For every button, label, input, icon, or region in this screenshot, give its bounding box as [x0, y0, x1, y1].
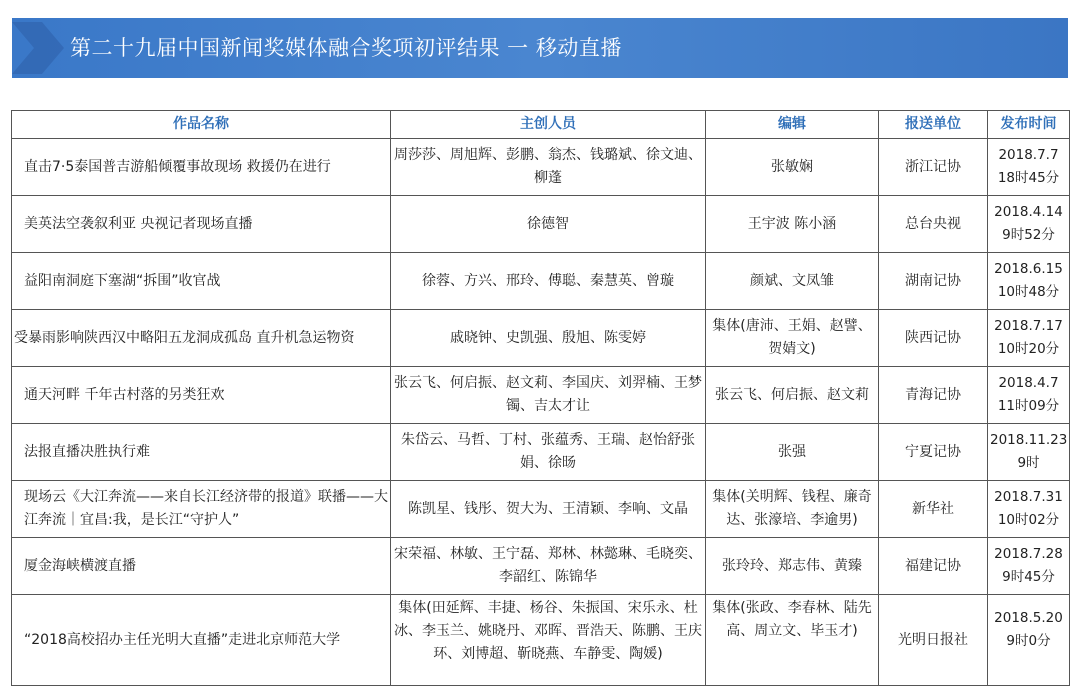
submitting-unit: 湖南记协 — [879, 253, 988, 310]
publish-time — [988, 424, 1070, 481]
publish-time — [988, 538, 1070, 595]
table-row — [12, 139, 1070, 196]
publish-date: 2018.7.28 — [994, 546, 1063, 562]
publish-date: 2018.7.7 — [998, 147, 1059, 163]
publish-time — [988, 595, 1070, 686]
creators: 周莎莎、周旭辉、彭鹏、翁杰、钱璐斌、徐文迪、柳蓬 — [391, 139, 706, 196]
table-row — [12, 595, 1070, 686]
work-name: 现场云《大江奔流——来自长江经济带的报道》联播——大江奔流｜宜昌:我，是长江“守护人” — [12, 481, 391, 538]
publish-time — [988, 367, 1070, 424]
work-name: 美英法空袭叙利亚 央视记者现场直播 — [12, 196, 391, 253]
editor: 张敏娴 — [706, 139, 879, 196]
publish-date: 2018.5.20 — [994, 610, 1063, 626]
results-table — [11, 110, 1070, 686]
editor: 王宇波 陈小涵 — [706, 196, 879, 253]
creators: 宋荣福、林敏、王宁磊、郑林、林懿琳、毛晓奕、李韶红、陈锦华 — [391, 538, 706, 595]
work-name: 通天河畔 千年古村落的另类狂欢 — [12, 367, 391, 424]
creators: 集体(田延辉、丰捷、杨谷、朱振国、宋乐永、杜冰、李玉兰、姚晓丹、邓晖、晋浩天、陈鹏、王庆环、刘博超、靳晓燕、车静雯、陶媛) — [391, 595, 706, 686]
publish-time — [988, 139, 1070, 196]
column-header-date: 发布时间 — [988, 111, 1070, 139]
publish-clock: 9时 — [1017, 455, 1040, 471]
page-title: 第二十九届中国新闻奖媒体融合奖项初评结果 一 移动直播 — [70, 36, 622, 60]
creators: 徐德智 — [391, 196, 706, 253]
submitting-unit: 总台央视 — [879, 196, 988, 253]
publish-clock: 9时52分 — [1002, 227, 1055, 243]
table-row — [12, 253, 1070, 310]
table-row — [12, 310, 1070, 367]
publish-clock: 10时02分 — [997, 512, 1060, 528]
submitting-unit: 光明日报社 — [879, 595, 988, 686]
editor: 颜斌、文凤雏 — [706, 253, 879, 310]
work-name: 直击7·5泰国普吉游船倾覆事故现场 救援仍在进行 — [12, 139, 391, 196]
creators: 朱岱云、马哲、丁村、张蕴秀、王瑞、赵怡舒张娟、徐旸 — [391, 424, 706, 481]
editor: 张强 — [706, 424, 879, 481]
publish-time — [988, 310, 1070, 367]
publish-date: 2018.6.15 — [994, 261, 1063, 277]
chevron-right-icon — [8, 18, 68, 78]
work-name: 受暴雨影响陕西汉中略阳五龙洞成孤岛 直升机急运物资 — [12, 310, 391, 367]
column-header-unit: 报送单位 — [879, 111, 988, 139]
publish-date: 2018.4.7 — [998, 375, 1059, 391]
column-header-name: 作品名称 — [12, 111, 391, 139]
work-name: 益阳南洞庭下塞湖“拆围”收官战 — [12, 253, 391, 310]
editor: 集体(唐沛、王娟、赵譬、贺婧文) — [706, 310, 879, 367]
table-header-row — [12, 111, 1070, 139]
column-header-editor: 编辑 — [706, 111, 879, 139]
publish-date: 2018.4.14 — [994, 204, 1063, 220]
publish-date: 2018.11.23 — [990, 432, 1068, 448]
creators: 徐蓉、方兴、邢玲、傅聪、秦慧英、曾璇 — [391, 253, 706, 310]
submitting-unit: 浙江记协 — [879, 139, 988, 196]
work-name: “2018高校招办主任光明大直播”走进北京师范大学 — [12, 595, 391, 686]
publish-time — [988, 481, 1070, 538]
publish-date: 2018.7.17 — [994, 318, 1063, 334]
publish-clock: 10时20分 — [997, 341, 1060, 357]
table-row — [12, 538, 1070, 595]
publish-date: 2018.7.31 — [994, 489, 1063, 505]
submitting-unit: 福建记协 — [879, 538, 988, 595]
editor: 集体(关明辉、钱程、廉奇达、张濠培、李逾男) — [706, 481, 879, 538]
column-header-creators: 主创人员 — [391, 111, 706, 139]
editor: 集体(张政、李春林、陆先高、周立文、毕玉才) — [706, 595, 879, 686]
submitting-unit: 青海记协 — [879, 367, 988, 424]
editor: 张玲玲、郑志伟、黄臻 — [706, 538, 879, 595]
publish-time — [988, 253, 1070, 310]
title-banner — [12, 18, 1068, 78]
work-name: 法报直播决胜执行难 — [12, 424, 391, 481]
publish-clock: 9时45分 — [1002, 569, 1055, 585]
table-row — [12, 367, 1070, 424]
table-row — [12, 424, 1070, 481]
submitting-unit: 陕西记协 — [879, 310, 988, 367]
submitting-unit: 新华社 — [879, 481, 988, 538]
editor: 张云飞、何启振、赵文莉 — [706, 367, 879, 424]
publish-clock: 10时48分 — [997, 284, 1060, 300]
publish-clock: 18时45分 — [997, 170, 1060, 186]
publish-clock: 9时0分 — [1006, 633, 1051, 649]
creators: 张云飞、何启振、赵文莉、李国庆、刘羿楠、王梦镯、吉太才让 — [391, 367, 706, 424]
table-row — [12, 481, 1070, 538]
publish-time — [988, 196, 1070, 253]
creators: 陈凯星、钱彤、贺大为、王清颖、李响、文晶 — [391, 481, 706, 538]
work-name: 厦金海峡横渡直播 — [12, 538, 391, 595]
creators: 戚晓钟、史凯强、殷旭、陈雯婷 — [391, 310, 706, 367]
submitting-unit: 宁夏记协 — [879, 424, 988, 481]
publish-clock: 11时09分 — [997, 398, 1060, 414]
table-row — [12, 196, 1070, 253]
